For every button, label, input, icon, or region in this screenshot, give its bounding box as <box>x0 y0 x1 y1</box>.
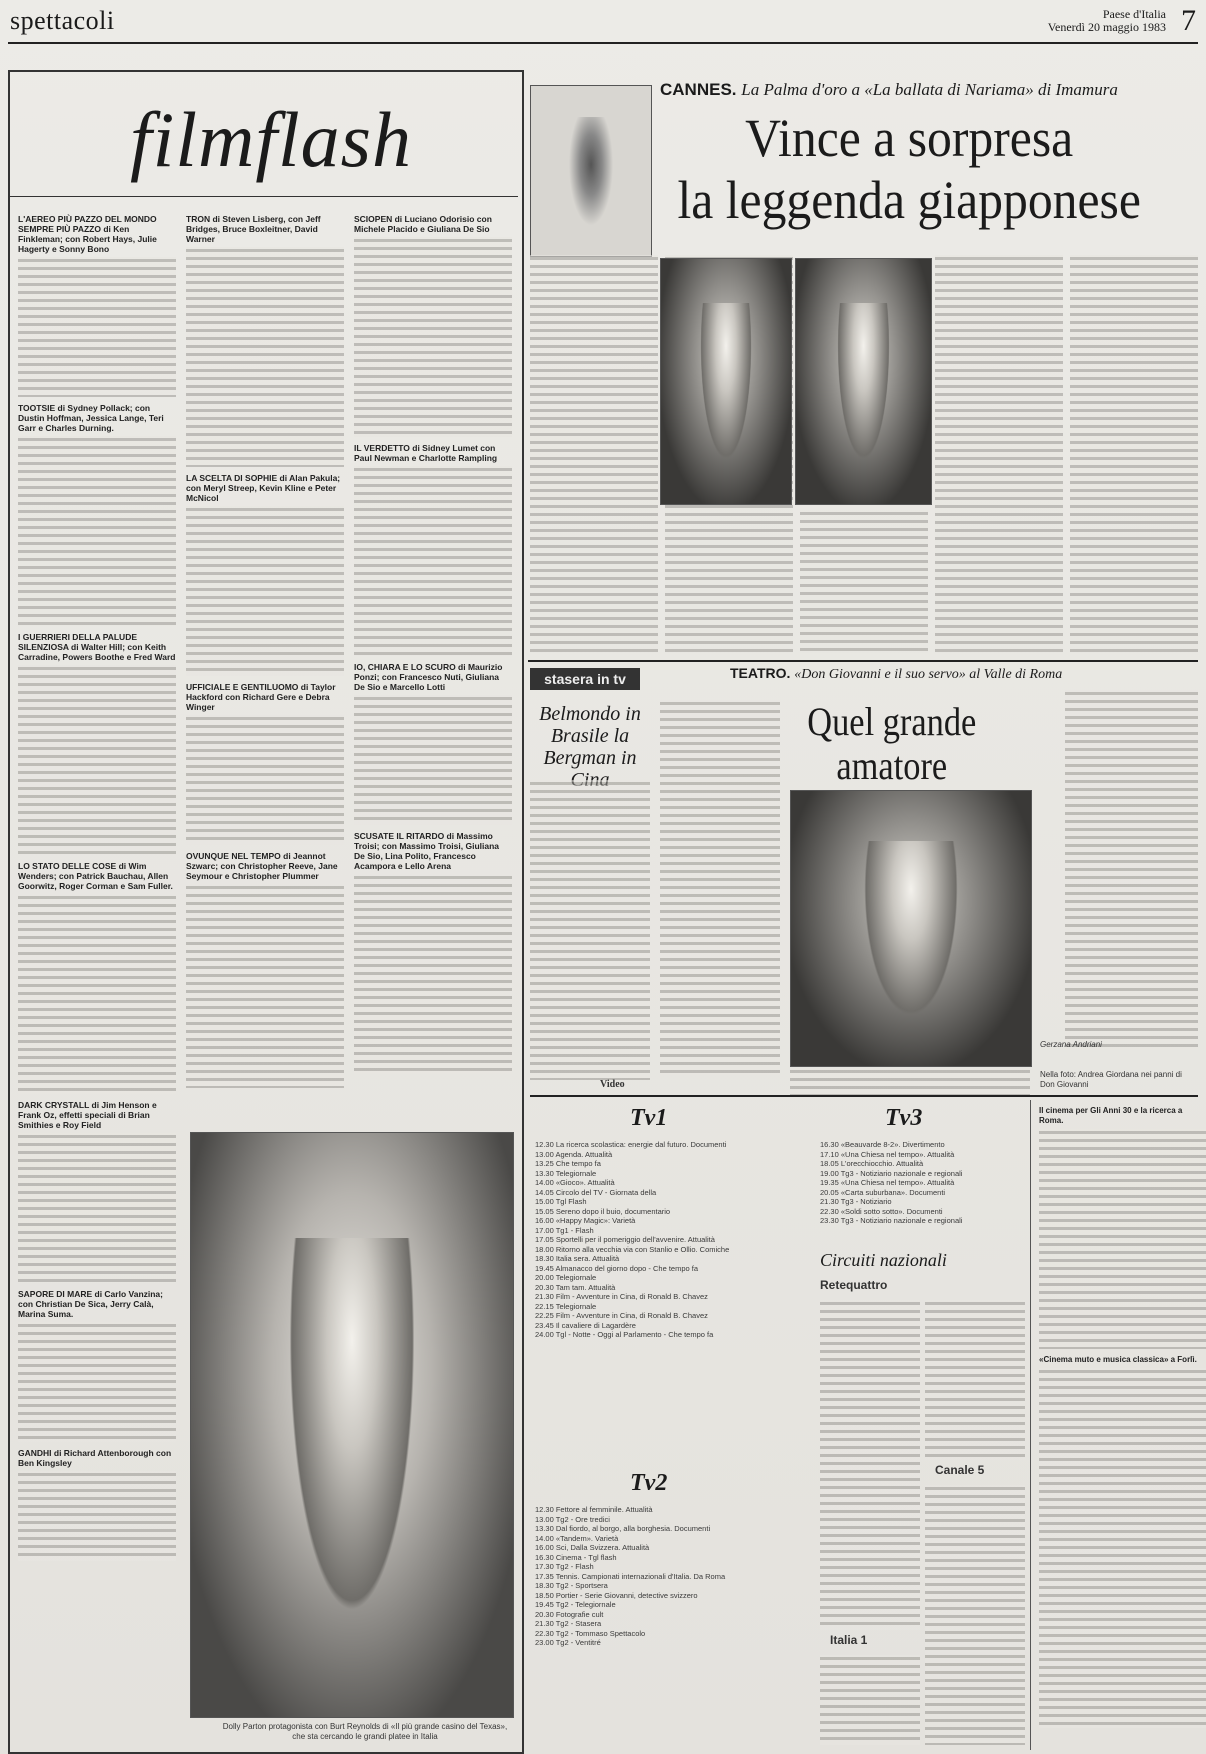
program-entry: 20.30 Fotografie cult <box>535 1609 604 1619</box>
program-entry: 22.25 Film - Avventure in Cina, di Ronald B. Chavez <box>535 1311 708 1320</box>
dolly-parton-photo <box>190 1132 514 1718</box>
film-entry-text <box>354 874 512 1074</box>
program-entry: 12.30 Fettore al femminile. Attualità <box>535 1505 653 1514</box>
teatro-headline: Quel grande amatore <box>807 699 977 788</box>
film-entry-heading: TRON di Steven Lisberg, con Jeff Bridges, Bruce Boxleitner, David Warner <box>186 214 321 244</box>
teatro-photo-caption: Nella foto: Andrea Giordana nei panni di Don Giovanni <box>1040 1070 1182 1089</box>
page-number: 7 <box>1181 4 1196 37</box>
program-entry: 19.45 Almanacco del giorno dopo - Che tempo fa <box>535 1263 699 1273</box>
film-entry-heading: SCUSATE IL RITARDO di Massimo Troisi; con Massimo Troisi, Giuliana De Sio, Lina Polito, Francesco Acampora e Lello Arena <box>354 831 500 871</box>
film-entry-heading: DARK CRYSTALL di Jim Henson e Frank Oz, effetti speciali di Brian Smithies e Roy Field <box>18 1100 157 1130</box>
header-rule <box>8 42 1198 44</box>
italia1-label: Italia 1 <box>830 1633 868 1647</box>
masthead-info <box>1048 8 1166 34</box>
tv-headline: Belmondo in Brasile la Bergman in <box>539 703 641 769</box>
tv3-listing <box>820 1140 1020 1250</box>
cannes-kicker <box>660 80 1118 100</box>
filmflash-column-3 <box>354 208 512 1088</box>
listing-text <box>820 1300 920 1630</box>
film-entry-heading: SAPORE DI MARE di Carlo Vanzina; con Christian De Sica, Jerry Calà, Marina Suma. <box>18 1289 163 1319</box>
film-entry-text <box>18 436 176 626</box>
cannes-headline-2: la leggenda giapponese <box>677 170 1141 230</box>
filmflash-column-1 <box>18 208 176 1738</box>
film-entry-heading: UFFICIALE E GENTILUOMO di Taylor Hackford con Richard Gere e Debra Winger <box>186 682 336 712</box>
program-entry: 12.30 La ricerca scolastica: energie dal futuro. Documenti <box>535 1140 727 1149</box>
sidebar-item-1-heading: Il cinema per Gli Anni 30 e la ricerca a Roma. <box>1039 1106 1183 1125</box>
sidebar-item-2-heading: «Cinema muto e musica classica» a Forlì. <box>1039 1355 1197 1364</box>
program-entry: 16.30 «Beauvarde 8-2». Divertimento <box>820 1140 945 1149</box>
program-entry: 18.05 L'orecchiocchio. Attualità <box>820 1159 924 1168</box>
program-entry: 19.35 «Una Chiesa nel tempo». Attualità <box>820 1178 955 1187</box>
tv2-listing <box>535 1505 805 1745</box>
tv-signature: Video <box>600 1079 625 1090</box>
italia1-listing <box>820 1655 920 1745</box>
filmflash-title: filmflash <box>130 96 413 183</box>
program-entry: 21.30 Tg3 - Notiziario <box>820 1197 892 1206</box>
program-entry: 22.30 «Soldi sotto sotto». Documenti <box>820 1206 943 1216</box>
program-entry: 22.15 Telegiornale <box>535 1301 597 1311</box>
tv-article-col-1 <box>530 780 650 1080</box>
listing-text <box>925 1300 1025 1460</box>
kicker-bold: CANNES. <box>660 80 737 99</box>
photo-caption: Dolly Parton protagonista con Burt Reynolds di «Il più grande casino del Texas», che sta cercando le grandi platee in Italia <box>222 1722 508 1741</box>
teatro-byline: Gerzana Andriani <box>1040 1040 1102 1049</box>
tv-article-col-2 <box>660 700 780 1075</box>
film-entry-heading: I GUERRIERI DELLA PALUDE SILENZIOSA di Walter Hill; con Keith Carradine, Powers Boothe e Fred Ward <box>18 632 176 662</box>
listing-text <box>820 1655 920 1745</box>
film-entry-heading: SCIOPEN di Luciano Odorisio con Michele Placido e Giuliana De Sio <box>354 214 492 234</box>
program-entry: 23.00 Tg2 - Ventitré <box>535 1638 601 1647</box>
program-entry: 16.00 «Happy Magic»: Varietà <box>535 1216 636 1225</box>
cannes-column-3 <box>800 510 928 653</box>
film-entry-text <box>18 894 176 1094</box>
cannes-column-4 <box>935 255 1063 653</box>
article-text <box>1065 690 1198 1050</box>
film-entry-text <box>186 506 344 676</box>
program-entry: 23.30 Tg3 - Notiziario nazionale e regionali <box>820 1216 963 1225</box>
program-entry: 21.30 Film - Avventure in Cina, di Ronald B. Chavez <box>535 1292 708 1301</box>
article-text <box>1070 255 1198 653</box>
program-entry: 13.30 Telegiornale <box>535 1168 597 1178</box>
section-title: spettacoli <box>10 6 115 35</box>
filmflash-column-2 <box>186 208 344 1088</box>
program-entry: 23.45 Il cavaliere di Lagardère <box>535 1320 636 1330</box>
teatro-right-column <box>1065 690 1198 1050</box>
article-text <box>800 510 928 653</box>
program-entry: 17.05 Sportelli per il pomeriggio dell'avvenire. Attualità <box>535 1235 715 1244</box>
canale5-label: Canale 5 <box>935 1463 985 1477</box>
program-entry: 16.30 Cinema - Tgl flash <box>535 1552 617 1562</box>
program-entry: 19.00 Tg3 - Notiziario nazionale e regionali <box>820 1168 963 1178</box>
program-entry: 17.00 Tg1 - Flash <box>535 1225 594 1235</box>
stasera-in-tv-label: stasera in tv <box>530 668 640 690</box>
kicker-italic: «Don Giovanni e il suo servo» al Valle di Roma <box>794 667 1063 682</box>
tv1-label: Tv1 <box>630 1105 668 1131</box>
program-entry: 13.00 Agenda. Attualità <box>535 1149 613 1159</box>
film-entry-text <box>18 1133 176 1283</box>
program-entry: 20.00 Telegiornale <box>535 1273 597 1282</box>
program-entry: 17.30 Tg2 - Flash <box>535 1562 594 1571</box>
program-entry: 24.00 Tgl - Notte - Oggi al Parlamento - Che tempo fa <box>535 1330 714 1339</box>
program-entry: 20.05 «Carta suburbana». Documenti <box>820 1187 946 1197</box>
sidebar-notes <box>1030 1100 1206 1750</box>
program-entry: 17.35 Tennis. Campionati internazionali d'Italia. Da Roma <box>535 1571 726 1581</box>
retequattro-label: Retequattro <box>820 1278 888 1292</box>
teatro-kicker <box>730 665 1062 683</box>
program-entry: 15.00 Tgl Flash <box>535 1197 587 1206</box>
program-entry: 18.00 Ritorno alla vecchia via con Stanlio e Ollio. Comiche <box>535 1244 730 1254</box>
program-entry: 22.30 Tg2 - Tommaso Spettacolo <box>535 1628 646 1638</box>
program-entry: 18.30 Tg2 - Sportsera <box>535 1581 608 1590</box>
film-entry-heading: OVUNQUE NEL TEMPO di Jeannot Szwarc; con Christopher Reeve, Jane Seymour e Christopher Plummer <box>186 851 338 881</box>
program-entry: 18.30 Italia sera. Attualità <box>535 1254 620 1263</box>
cannes-headline-1: Vince a sorpresa <box>745 108 1074 168</box>
film-entry-text <box>18 1471 176 1561</box>
program-entry: 13.25 Che tempo fa <box>535 1159 601 1168</box>
film-entry-heading: TOOTSIE di Sydney Pollack; con Dustin Hoffman, Jessica Lange, Teri Garr e Charles Durning. <box>18 403 164 433</box>
sidebar-item-1-text <box>1039 1129 1206 1349</box>
film-entry-heading: GANDHI di Richard Attenborough con Ben Kingsley <box>18 1448 172 1468</box>
cannes-photo-1 <box>660 258 792 505</box>
film-entry-text <box>186 247 344 467</box>
film-entry-text <box>354 466 512 656</box>
program-entry: 17.10 «Una Chiesa nel tempo». Attualità <box>820 1149 955 1159</box>
issue-date: Venerdì 20 maggio 1983 <box>1047 20 1166 34</box>
film-entry-text <box>18 665 176 855</box>
festival-poster-illustration <box>530 85 652 257</box>
article-text <box>530 780 650 1080</box>
kicker-italic: La Palma d'oro a «La ballata di Nariama» di Imamura <box>741 80 1118 99</box>
kicker-bold: TEATRO. <box>730 665 791 681</box>
don-giovanni-photo <box>790 790 1032 1067</box>
program-entry: 14.05 Circolo del TV - Giornata della <box>535 1187 657 1197</box>
film-entry-text <box>18 257 176 397</box>
cannes-column-1 <box>530 255 658 653</box>
article-text <box>660 700 780 1075</box>
article-text <box>790 1068 1030 1096</box>
article-text <box>935 255 1063 653</box>
article-text <box>530 255 658 653</box>
listing-text <box>925 1485 1025 1745</box>
film-entry-heading: IO, CHIARA E LO SCURO di Maurizio Ponzi; con Francesco Nuti, Giuliana De Sio e Marcello Lotti <box>354 662 503 692</box>
photo-figure <box>281 1238 423 1647</box>
sidebar-item-2-text <box>1039 1368 1206 1728</box>
illustration-figure <box>565 117 618 236</box>
cannes-column-5 <box>1070 255 1198 653</box>
film-entry-text <box>186 715 344 845</box>
filmflash-rule <box>10 196 518 197</box>
film-entry-heading: IL VERDETTO di Sidney Lumet con Paul Newman e Charlotte Rampling <box>354 443 498 463</box>
program-entry: 14.00 «Tandem». Varietà <box>535 1533 619 1543</box>
tv1-listing <box>535 1140 805 1465</box>
program-entry: 20.30 Tam tam. Attualità <box>535 1282 616 1292</box>
circuiti-nazionali-label: Circuiti nazionali <box>820 1250 947 1270</box>
program-entry: 14.00 «Gioco». Attualità <box>535 1178 615 1187</box>
section-rule <box>528 660 1198 662</box>
tv2-label: Tv2 <box>630 1470 668 1496</box>
film-entry-text <box>18 1322 176 1442</box>
program-entry: 15.05 Sereno dopo il buio, documentario <box>535 1206 671 1216</box>
photo-figure <box>834 303 893 475</box>
paper-name: Paese d'Italia <box>1102 7 1166 21</box>
film-entry-heading: L'AEREO PIÙ PAZZO DEL MONDO SEMPRE PIÙ PAZZO di Ken Finkleman; con Robert Hays, Julie Hagerty e Sonny Bono <box>18 214 157 254</box>
cannes-photo-2 <box>795 258 932 505</box>
photo-figure <box>858 841 964 1034</box>
film-entry-heading: LO STATO DELLE COSE di Wim Wenders; con Patrick Bauchau, Allen Goorwitz, Roger Corman e Sam Fuller. <box>18 861 173 891</box>
retequattro-listing <box>820 1300 920 1630</box>
program-entry: 19.45 Tg2 - Telegiornale <box>535 1600 616 1609</box>
film-entry-heading: LA SCELTA DI SOPHIE di Alan Pakula; con Meryl Streep, Kevin Kline e Peter McNicol <box>186 473 341 503</box>
film-entry-text <box>186 884 344 1088</box>
program-entry: 21.30 Tg2 - Stasera <box>535 1619 602 1628</box>
canale5-listing <box>925 1485 1025 1745</box>
teatro-lower-text <box>790 1068 1030 1096</box>
program-entry: 13.30 Dal fiordo, al borgo, alla borghesia. Documenti <box>535 1524 711 1533</box>
program-entry: 16.00 Sci, Dalla Svizzera. Attualità <box>535 1543 650 1552</box>
photo-figure <box>697 303 754 475</box>
retequattro-listing-2 <box>925 1300 1025 1460</box>
program-entry: 13.00 Tg2 - Ore tredici <box>535 1514 610 1524</box>
film-entry-text <box>354 695 512 825</box>
film-entry-text <box>354 237 512 437</box>
program-entry: 18.50 Portier - Serie Giovanni, detective svizzero <box>535 1590 698 1600</box>
tv3-label: Tv3 <box>885 1105 923 1131</box>
